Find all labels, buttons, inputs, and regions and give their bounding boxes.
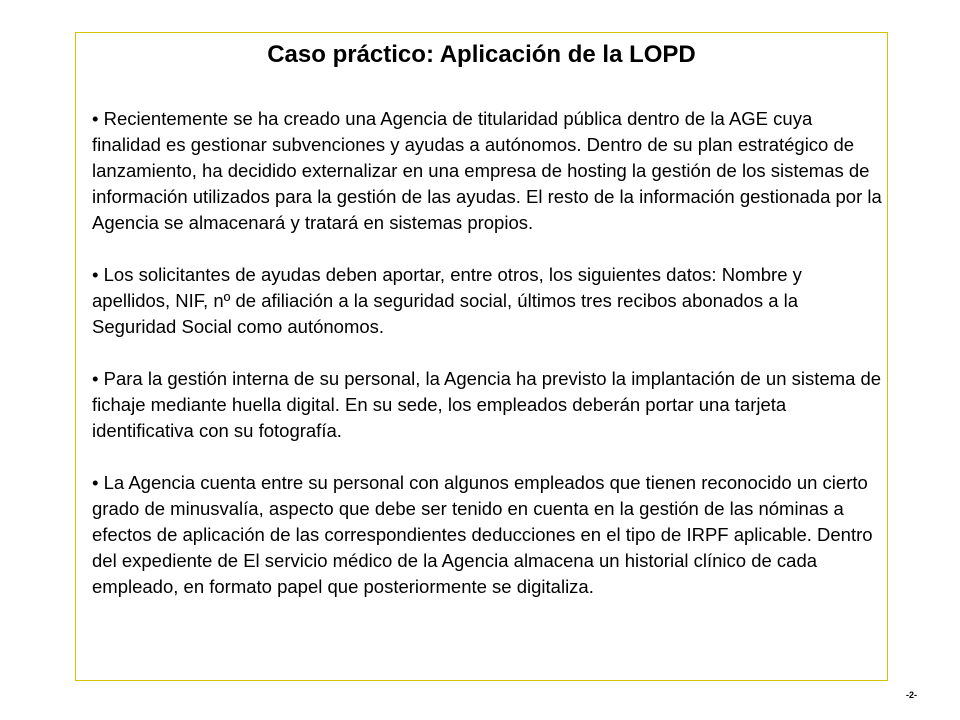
slide-title: Caso práctico: Aplicación de la LOPD xyxy=(267,41,696,68)
bullet-paragraph-personnel: • Para la gestión interna de su personal, la Agencia ha previsto la implantación de un sistema de fichaje mediante huella digital. En su sede, los empleados deberán portar una tarjeta identificativa con su fotografía. xyxy=(92,368,882,441)
bullet-paragraph-agency: • Recientemente se ha creado una Agencia de titularidad pública dentro de la AGE cuya finalidad es gestionar subvenciones y ayudas a autónomos. Dentro de su plan estratégico de lanzamiento, ha decidido externalizar en una empresa de hosting la gestión de los sistemas de información utilizados para la gestión de las ayudas. El resto de la información gestionada por la Agencia se almacenará y tratará en sistemas propios. xyxy=(92,108,882,233)
bullet-paragraph-applicants: • Los solicitantes de ayudas deben aportar, entre otros, los siguientes datos: Nombre y apellidos, NIF, nº de afiliación a la seguridad social, últimos tres recibos abonados a la Seguridad Social como autónomos. xyxy=(92,264,802,337)
page-number: -2- xyxy=(906,690,917,700)
slide-body xyxy=(92,106,882,626)
bullet-paragraph-medical: • La Agencia cuenta entre su personal con algunos empleados que tienen reconocido un cierto grado de minusvalía, aspecto que debe ser tenido en cuenta en la gestión de las nóminas a efectos de aplicación de las correspondientes deducciones en el tipo de IRPF aplicable. Dentro del expediente de El servicio médico de la Agencia almacena un historial clínico de cada empleado, en formato papel que posteriormente se digitaliza. xyxy=(92,472,873,597)
